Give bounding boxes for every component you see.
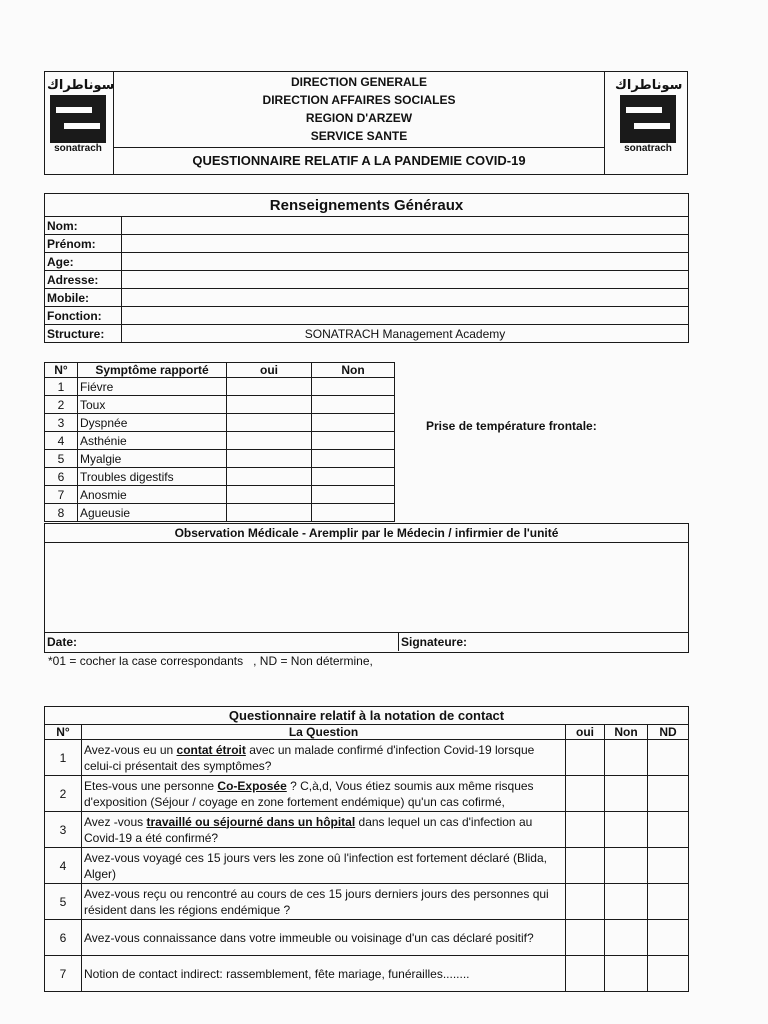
contact-question-header: La Question <box>82 725 566 740</box>
contact-no-header: Non <box>605 725 648 740</box>
field-row-age <box>45 253 689 271</box>
logo-arabic-text-right: سوناطراك <box>615 78 683 93</box>
contact-num: 6 <box>45 920 82 956</box>
general-info-title: Renseignements Généraux <box>45 194 689 217</box>
symptom-label: Agueusie <box>78 504 227 522</box>
contact-nd-cell[interactable] <box>648 884 689 920</box>
form-title: QUESTIONNAIRE RELATIF A LA PANDEMIE COVID-19 <box>192 153 526 168</box>
symptom-no-cell[interactable] <box>312 486 395 504</box>
symptom-yes-cell[interactable] <box>227 378 312 396</box>
header-line-1: DIRECTION GENERALE <box>290 75 427 89</box>
observation-text-area[interactable] <box>45 543 688 633</box>
symptom-no-cell[interactable] <box>312 432 395 450</box>
field-label: Structure: <box>45 325 122 343</box>
symptom-no-cell[interactable] <box>312 504 395 522</box>
header-line-2: DIRECTION AFFAIRES SOCIALES <box>262 93 456 107</box>
age-field[interactable] <box>122 253 689 271</box>
contact-table <box>44 706 689 992</box>
contact-nd-cell[interactable] <box>648 848 689 884</box>
contact-question <box>82 740 566 776</box>
field-label: Age: <box>45 253 122 271</box>
symptom-num: 4 <box>45 432 78 450</box>
symptom-row <box>45 378 395 396</box>
temperature-label: Prise de température frontale: <box>426 419 597 433</box>
symptom-label: Fiévre <box>78 378 227 396</box>
contact-no-cell[interactable] <box>605 740 648 776</box>
symptom-yes-cell[interactable] <box>227 504 312 522</box>
contact-nd-cell[interactable] <box>648 920 689 956</box>
symptom-label: Asthénie <box>78 432 227 450</box>
sonatrach-logo-left <box>47 78 115 154</box>
date-label[interactable]: Date: <box>45 633 399 651</box>
contact-nd-cell[interactable] <box>648 812 689 848</box>
symptom-no-cell[interactable] <box>312 378 395 396</box>
contact-row <box>45 848 689 884</box>
logo-arabic-text: سوناطراك <box>47 78 115 93</box>
symptom-row <box>45 504 395 522</box>
question-emphasis: contat étroit <box>176 742 246 757</box>
contact-yes-cell[interactable] <box>566 776 605 812</box>
question-text: Etes-vous une personne <box>84 778 218 793</box>
contact-no-cell[interactable] <box>605 848 648 884</box>
symptom-yes-cell[interactable] <box>227 486 312 504</box>
observation-title: Observation Médicale - Aremplir par le Médecin / infirmier de l'unité <box>45 524 688 543</box>
contact-question: Notion de contact indirect: rassemblement, fête mariage, funérailles........ <box>82 956 566 992</box>
question-emphasis: travaillé ou séjourné dans un hôpital <box>146 814 356 829</box>
header-center <box>113 72 605 174</box>
contact-yes-cell[interactable] <box>566 740 605 776</box>
sonatrach-mark-icon <box>50 95 106 143</box>
general-info-table <box>44 193 689 343</box>
contact-yes-cell[interactable] <box>566 812 605 848</box>
symptom-label: Toux <box>78 396 227 414</box>
contact-nd-cell[interactable] <box>648 776 689 812</box>
field-label: Adresse: <box>45 271 122 289</box>
field-row-structure <box>45 325 689 343</box>
symptom-num: 7 <box>45 486 78 504</box>
symptom-num: 1 <box>45 378 78 396</box>
logo-latin-text-right: sonatrach <box>624 143 672 154</box>
contact-yes-cell[interactable] <box>566 884 605 920</box>
contact-no-cell[interactable] <box>605 776 648 812</box>
contact-row <box>45 776 689 812</box>
contact-no-cell[interactable] <box>605 920 648 956</box>
symptom-yes-cell[interactable] <box>227 468 312 486</box>
contact-question: Avez-vous reçu ou rencontré au cours de ces 15 jours derniers jours des personnes qui résident dans les régions endémique ? <box>82 884 566 920</box>
field-label: Prénom: <box>45 235 122 253</box>
question-text-end: ? C,à,d, Vous étiez soumis aux même risques d'exposition (Séjour / coyage en zone fortement endémique) qu'un cas cofirmé, <box>84 778 534 809</box>
field-row-prenom <box>45 235 689 253</box>
contact-nd-cell[interactable] <box>648 956 689 992</box>
symptom-no-header: Non <box>312 363 395 378</box>
contact-question: Avez-vous connaissance dans votre immeuble ou voisinage d'un cas déclaré positif? <box>82 920 566 956</box>
question-text-end: avec un malade confirmé d'infection Covid-19 lorsque celui-ci présentait des symptômes? <box>84 742 535 773</box>
prenom-field[interactable] <box>122 235 689 253</box>
symptoms-table <box>44 362 395 522</box>
logo-latin-text: sonatrach <box>54 143 102 154</box>
symptom-num: 2 <box>45 396 78 414</box>
contact-yes-cell[interactable] <box>566 848 605 884</box>
contact-no-cell[interactable] <box>605 884 648 920</box>
symptom-no-cell[interactable] <box>312 468 395 486</box>
field-row-fonction <box>45 307 689 325</box>
field-label: Mobile: <box>45 289 122 307</box>
header-box <box>44 71 688 175</box>
contact-title: Questionnaire relatif à la notation de contact <box>45 707 689 725</box>
field-row-nom <box>45 217 689 235</box>
contact-question: Avez-vous voyagé ces 15 jours vers les zone oû l'infection est fortement déclaré (Blida, Alger) <box>82 848 566 884</box>
symptom-row <box>45 450 395 468</box>
question-text: Avez-vous eu un <box>84 742 177 757</box>
symptom-row <box>45 486 395 504</box>
symptom-row <box>45 468 395 486</box>
field-row-adresse <box>45 271 689 289</box>
field-row-mobile <box>45 289 689 307</box>
contact-no-cell[interactable] <box>605 956 648 992</box>
symptom-row <box>45 414 395 432</box>
contact-yes-header: oui <box>566 725 605 740</box>
symptom-row <box>45 396 395 414</box>
symptom-yes-header: oui <box>227 363 312 378</box>
symptom-num: 8 <box>45 504 78 522</box>
contact-yes-cell[interactable] <box>566 920 605 956</box>
question-emphasis: Co-Exposée <box>217 778 287 793</box>
fonction-field[interactable] <box>122 307 689 325</box>
symptom-label: Troubles digestifs <box>78 468 227 486</box>
field-label: Fonction: <box>45 307 122 325</box>
symptom-yes-cell[interactable] <box>227 432 312 450</box>
contact-row <box>45 956 689 992</box>
symptom-num: 5 <box>45 450 78 468</box>
footnote: *01 = cocher la case correspondants , ND = Non détermine, <box>48 654 373 668</box>
header-line-4: SERVICE SANTE <box>310 129 408 143</box>
question-text-end: dans lequel un cas d'infection au Covid-19 a été confirmé? <box>84 814 533 845</box>
symptom-label: Myalgie <box>78 450 227 468</box>
symptom-row <box>45 432 395 450</box>
contact-row <box>45 884 689 920</box>
symptom-no-cell[interactable] <box>312 396 395 414</box>
symptom-no-cell[interactable] <box>312 450 395 468</box>
nom-field[interactable] <box>122 217 689 235</box>
adresse-field[interactable] <box>122 271 689 289</box>
contact-num: 1 <box>45 740 82 776</box>
contact-row <box>45 812 689 848</box>
contact-row <box>45 740 689 776</box>
contact-yes-cell[interactable] <box>566 956 605 992</box>
contact-num: 5 <box>45 884 82 920</box>
contact-num-header: N° <box>45 725 82 740</box>
contact-num: 4 <box>45 848 82 884</box>
signature-label[interactable]: Signateure: <box>401 635 468 649</box>
header-line-3: REGION D'ARZEW <box>305 111 413 125</box>
symptom-num: 3 <box>45 414 78 432</box>
symptom-num-header: N° <box>45 363 78 378</box>
contact-no-cell[interactable] <box>605 812 648 848</box>
symptom-no-cell[interactable] <box>312 414 395 432</box>
contact-num: 7 <box>45 956 82 992</box>
contact-question <box>82 776 566 812</box>
symptom-label: Dyspnée <box>78 414 227 432</box>
symptom-yes-cell[interactable] <box>227 450 312 468</box>
contact-question <box>82 812 566 848</box>
symptom-name-header: Symptôme rapporté <box>78 363 227 378</box>
contact-num: 2 <box>45 776 82 812</box>
sonatrach-mark-icon-right <box>620 95 676 143</box>
contact-row <box>45 920 689 956</box>
field-label: Nom: <box>45 217 122 235</box>
symptom-yes-cell[interactable] <box>227 396 312 414</box>
sonatrach-logo-right <box>615 78 681 154</box>
symptom-yes-cell[interactable] <box>227 414 312 432</box>
structure-field[interactable]: SONATRACH Management Academy <box>122 325 689 343</box>
symptom-num: 6 <box>45 468 78 486</box>
contact-num: 3 <box>45 812 82 848</box>
contact-nd-header: ND <box>648 725 689 740</box>
symptom-label: Anosmie <box>78 486 227 504</box>
observation-box <box>44 523 689 653</box>
contact-nd-cell[interactable] <box>648 740 689 776</box>
question-text: Avez -vous <box>84 814 147 829</box>
mobile-field[interactable] <box>122 289 689 307</box>
